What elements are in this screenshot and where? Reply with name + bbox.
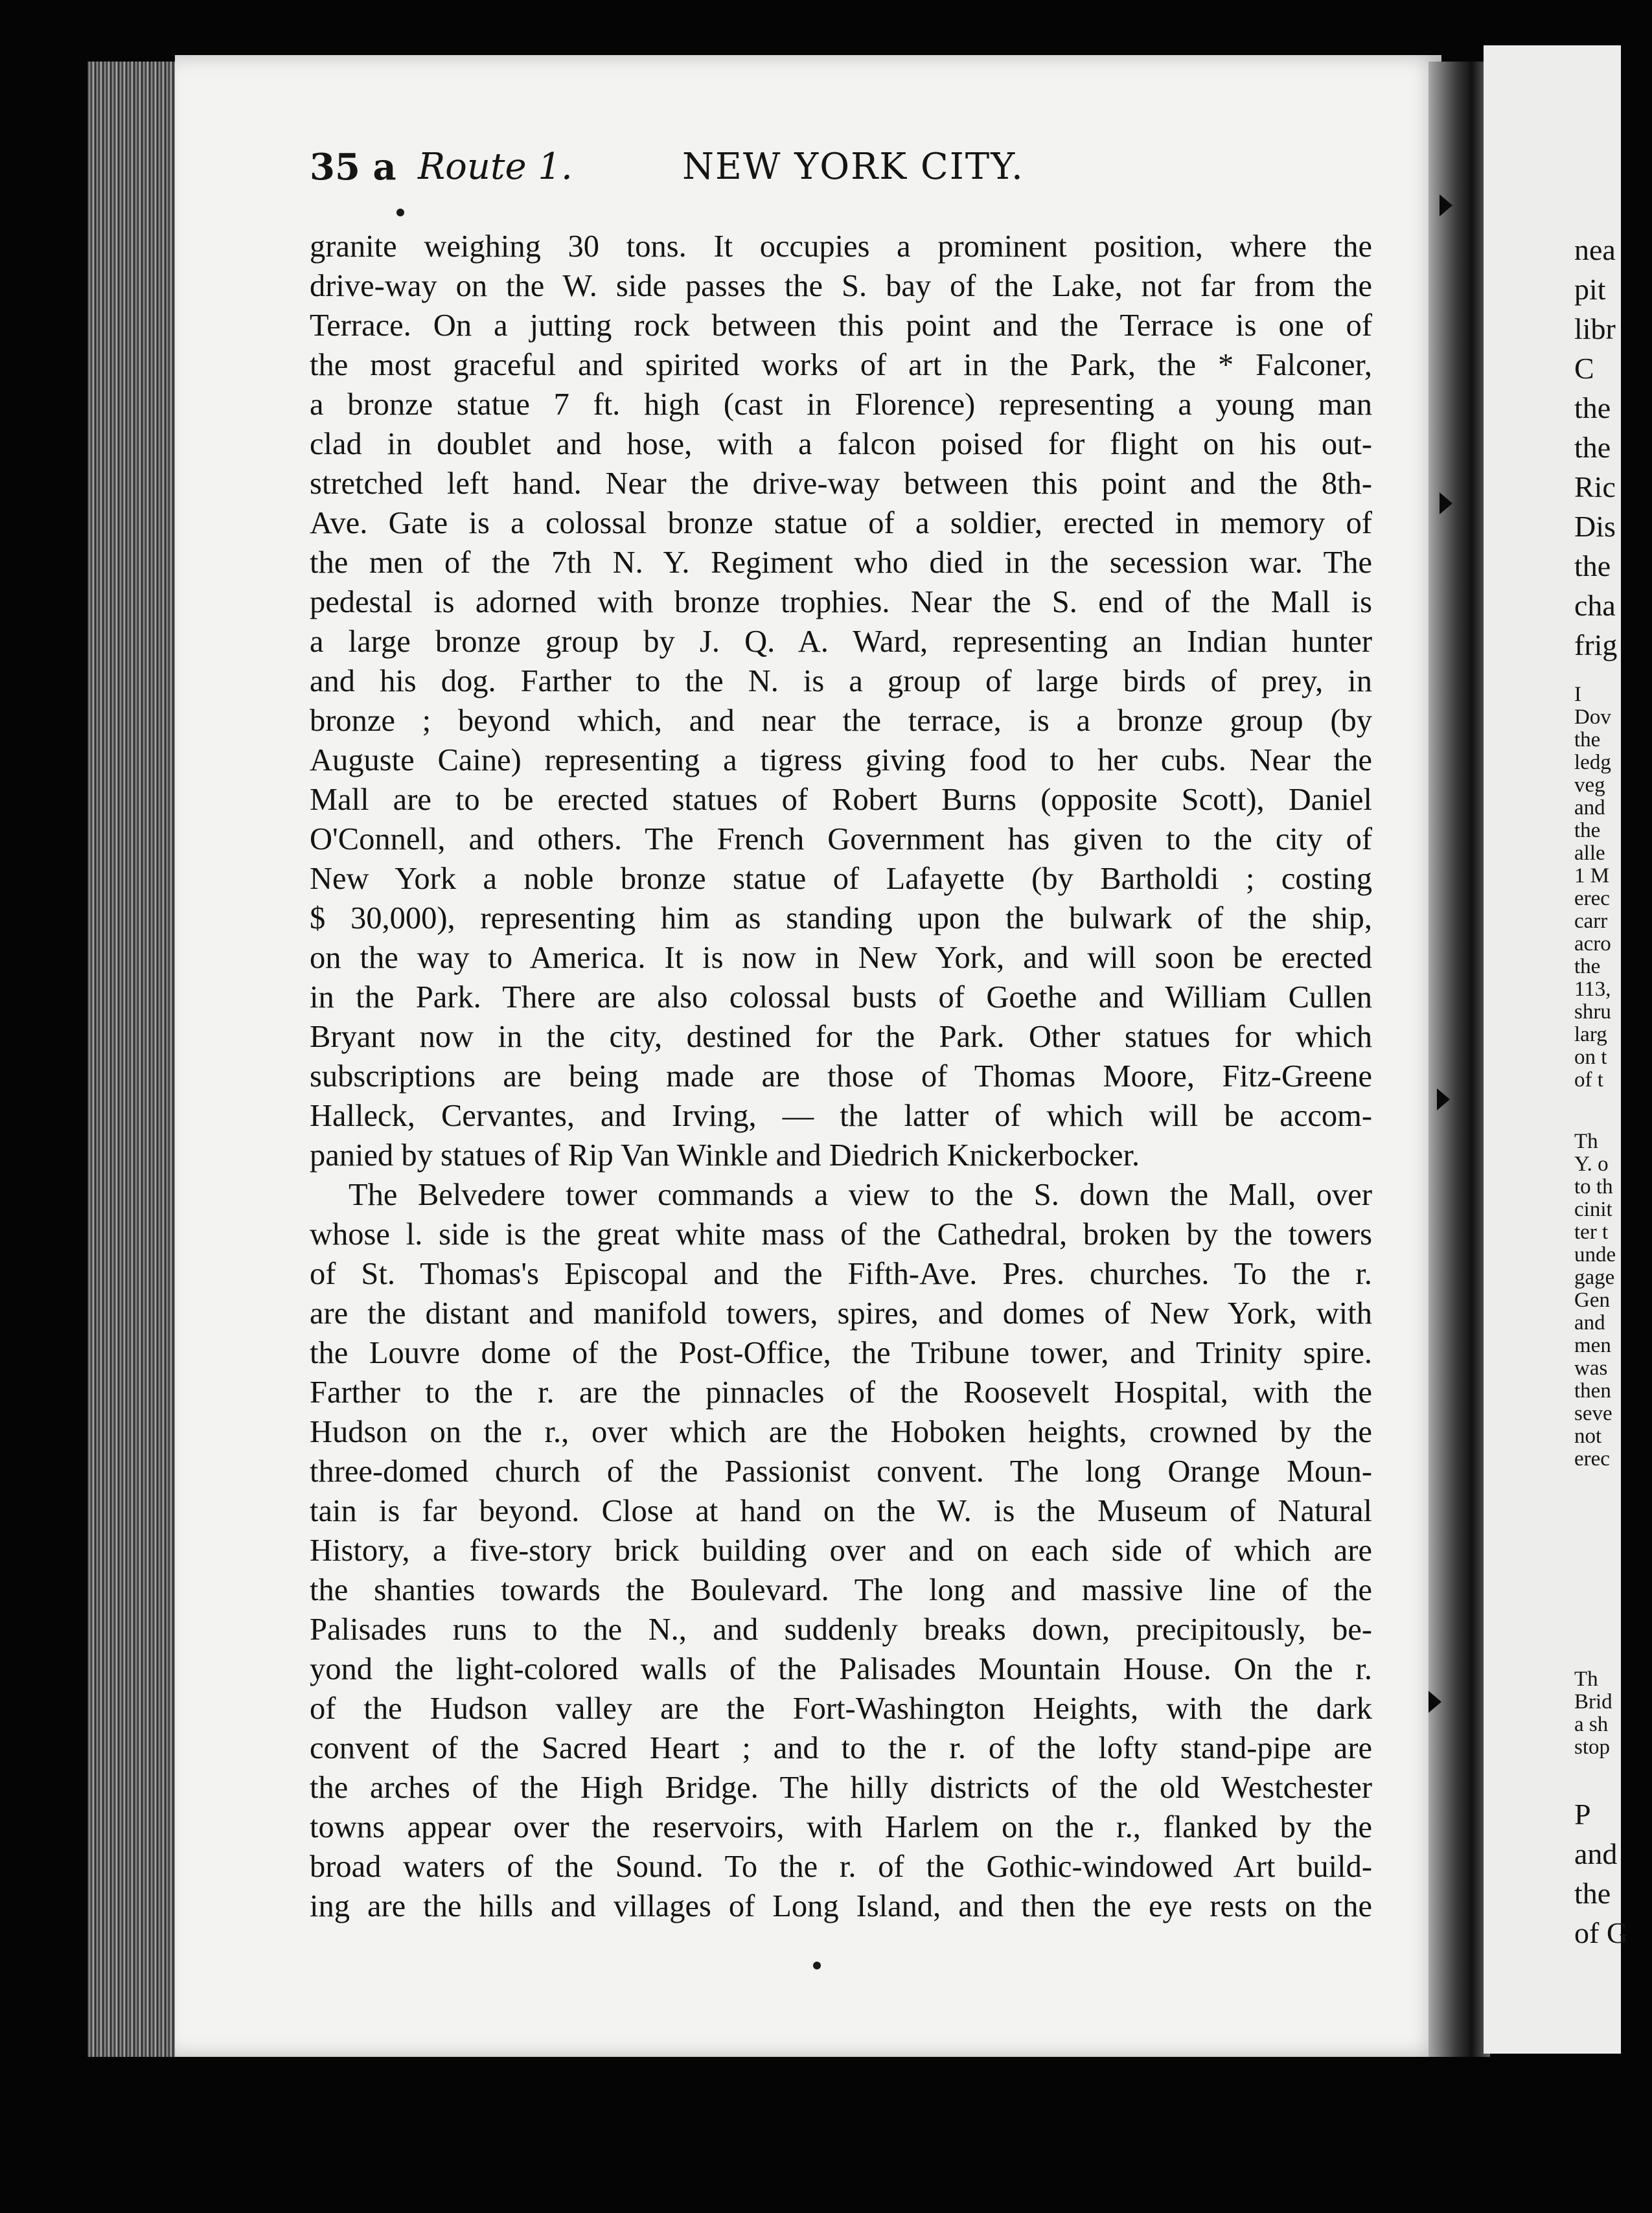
text-line: History, a five-story brick building over and on each side of which are [310,1533,1372,1568]
facing-line: Dov [1574,705,1611,729]
text-line: Bryant now in the city, destined for the Park. Other statues for which [310,1020,1372,1054]
text-line: The Belvedere tower commands a view to the S. down the Mall, over [349,1178,1372,1212]
facing-line: of t [1574,1068,1603,1092]
running-header [310,146,1372,204]
facing-line: I [1574,683,1581,706]
text-line: broad waters of the Sound. To the r. of the Gothic-windowed Art build- [310,1850,1372,1884]
facing-page-text-top [1574,230,1652,665]
text-line: the most graceful and spirited works of art in the Park, the * Falconer, [310,348,1372,382]
text-line: O'Connell, and others. The French Government has given to the city of [310,822,1372,856]
facing-line: ledg [1574,751,1611,774]
text-line: three-domed church of the Passionist convent. The long Orange Moun- [310,1454,1372,1489]
text-line: granite weighing 30 tons. It occupies a prominent position, where the [310,229,1372,264]
printer-mark [396,209,404,216]
text-line: the shanties towards the Boulevard. The long and massive line of the [310,1573,1372,1607]
text-line: in the Park. There are also colossal busts of Goethe and William Cullen [310,980,1372,1015]
page-number: 35 a [310,146,396,189]
text-line: Farther to the r. are the pinnacles of the Roosevelt Hospital, with the [310,1375,1372,1410]
facing-line: 113, [1574,978,1611,1001]
page-edges [87,62,185,2057]
text-line: drive-way on the W. side passes the S. bay of the Lake, not far from the [310,269,1372,303]
facing-line: Gen [1574,1289,1610,1312]
facing-page-text-bottom [1574,1794,1652,1953]
text-line: towns appear over the reservoirs, with Harlem on the r., flanked by the [310,1810,1372,1844]
facing-line: veg [1574,774,1605,797]
text-line: of the Hudson valley are the Fort-Washington Heights, with the dark [310,1691,1372,1726]
facing-line: cha [1574,589,1616,622]
facing-line: nea [1574,233,1616,266]
text-line: Hudson on the r., over which are the Hoboken heights, crowned by the [310,1415,1372,1449]
facing-line: erec [1574,1447,1610,1471]
facing-line: Th [1574,1668,1598,1691]
text-line: subscriptions are being made are those of Thomas Moore, Fitz-Greene [310,1059,1372,1094]
facing-line: P [1574,1798,1591,1831]
facing-line: C [1574,352,1594,385]
facing-page-text-small [1574,683,1652,1092]
text-line: $ 30,000), representing him as standing upon the bulwark of the ship, [310,901,1372,935]
running-title: NEW YORK CITY. [682,146,1024,188]
facing-line: 1 M [1574,864,1610,888]
facing-line: ter t [1574,1221,1609,1244]
text-line: New York a noble bronze statue of Lafayette (by Bartholdi ; costing [310,862,1372,896]
facing-line: the [1574,391,1611,424]
facing-line: frig [1574,628,1618,661]
body-text [310,227,1372,1926]
facing-page-text-small [1574,1130,1652,1471]
facing-line: pit [1574,273,1606,306]
text-line: the Louvre dome of the Post-Office, the Tribune tower, and Trinity spire. [310,1336,1372,1370]
facing-line: shru [1574,1000,1611,1024]
route-label: Route 1. [418,146,573,188]
text-line: Halleck, Cervantes, and Irving, — the latter of which will be accom- [310,1099,1372,1133]
facing-line: Ric [1574,470,1616,503]
facing-line: Y. o [1574,1152,1609,1176]
facing-line: of G [1574,1916,1629,1949]
text-line: are the distant and manifold towers, spires, and domes of New York, with [310,1296,1372,1331]
text-line: panied by statues of Rip Van Winkle and Diedrich Knickerbocker. [310,1138,1140,1173]
text-line: Mall are to be erected statues of Robert Burns (opposite Scott), Daniel [310,783,1372,817]
facing-line: men [1574,1334,1611,1357]
text-line: convent of the Sacred Heart ; and to the r. of the lofty stand-pipe are [310,1731,1372,1765]
facing-line: and [1574,1311,1605,1335]
facing-line: was [1574,1357,1608,1380]
facing-line: Brid [1574,1690,1612,1714]
book-gutter [1428,62,1490,2057]
facing-line: a sh [1574,1713,1609,1736]
text-line: Palisades runs to the N., and suddenly breaks down, precipitously, be- [310,1612,1372,1647]
facing-line: seve [1574,1402,1612,1425]
facing-line: carr [1574,910,1608,933]
text-line: whose l. side is the great white mass of the Cathedral, broken by the towers [310,1217,1372,1252]
facing-line: the [1574,1877,1611,1910]
text-line: a large bronze group by J. Q. A. Ward, representing an Indian hunter [310,625,1372,659]
facing-line: Th [1574,1130,1598,1153]
facing-line: cinit [1574,1198,1612,1221]
facing-line: the [1574,549,1611,582]
facing-line: alle [1574,842,1605,865]
text-line: of St. Thomas's Episcopal and the Fifth-Ave. Pres. churches. To the r. [310,1257,1372,1291]
facing-line: stop [1574,1736,1611,1759]
facing-page-text-small [1574,1668,1652,1759]
text-line: a bronze statue 7 ft. high (cast in Florence) representing a young man [310,387,1372,422]
facing-line: then [1574,1379,1611,1403]
facing-line: Dis [1574,510,1616,543]
text-line: bronze ; beyond which, and near the terrace, is a bronze group (by [310,704,1372,738]
text-line: clad in doublet and hose, with a falcon poised for flight on his out- [310,427,1372,461]
printer-mark [813,1962,821,1969]
facing-line: and [1574,796,1605,820]
facing-line: libr [1574,312,1616,345]
facing-line: on t [1574,1046,1607,1069]
text-line: pedestal is adorned with bronze trophies. Near the S. end of the Mall is [310,585,1372,619]
facing-line: the [1574,728,1601,751]
facing-line: erec [1574,887,1610,910]
facing-line: unde [1574,1243,1616,1267]
facing-line: to th [1574,1175,1613,1198]
facing-line: gage [1574,1266,1615,1289]
text-line: the men of the 7th N. Y. Regiment who died in the secession war. The [310,545,1372,580]
facing-line: not [1574,1425,1602,1448]
facing-line: the [1574,955,1601,978]
text-line: the arches of the High Bridge. The hilly districts of the old Westchester [310,1771,1372,1805]
text-line: tain is far beyond. Close at hand on the W. is the Museum of Natural [310,1494,1372,1528]
text-line: and his dog. Farther to the N. is a group of large birds of prey, in [310,664,1372,698]
text-line: Ave. Gate is a colossal bronze statue of a soldier, erected in memory of [310,506,1372,540]
text-line: ing are the hills and villages of Long Island, and then the eye rests on the [310,1889,1372,1923]
text-line: Auguste Caine) representing a tigress giving food to her cubs. Near the [310,743,1372,777]
facing-line: acro [1574,932,1611,956]
text-line: yond the light-colored walls of the Palisades Mountain House. On the r. [310,1652,1372,1686]
facing-line: the [1574,431,1611,464]
facing-line: larg [1574,1023,1607,1046]
facing-line: and [1574,1837,1618,1870]
facing-line: the [1574,819,1601,842]
text-line: stretched left hand. Near the drive-way between this point and the 8th- [310,466,1372,501]
text-line: on the way to America. It is now in New York, and will soon be erected [310,941,1372,975]
text-line: Terrace. On a jutting rock between this point and the Terrace is one of [310,308,1372,343]
